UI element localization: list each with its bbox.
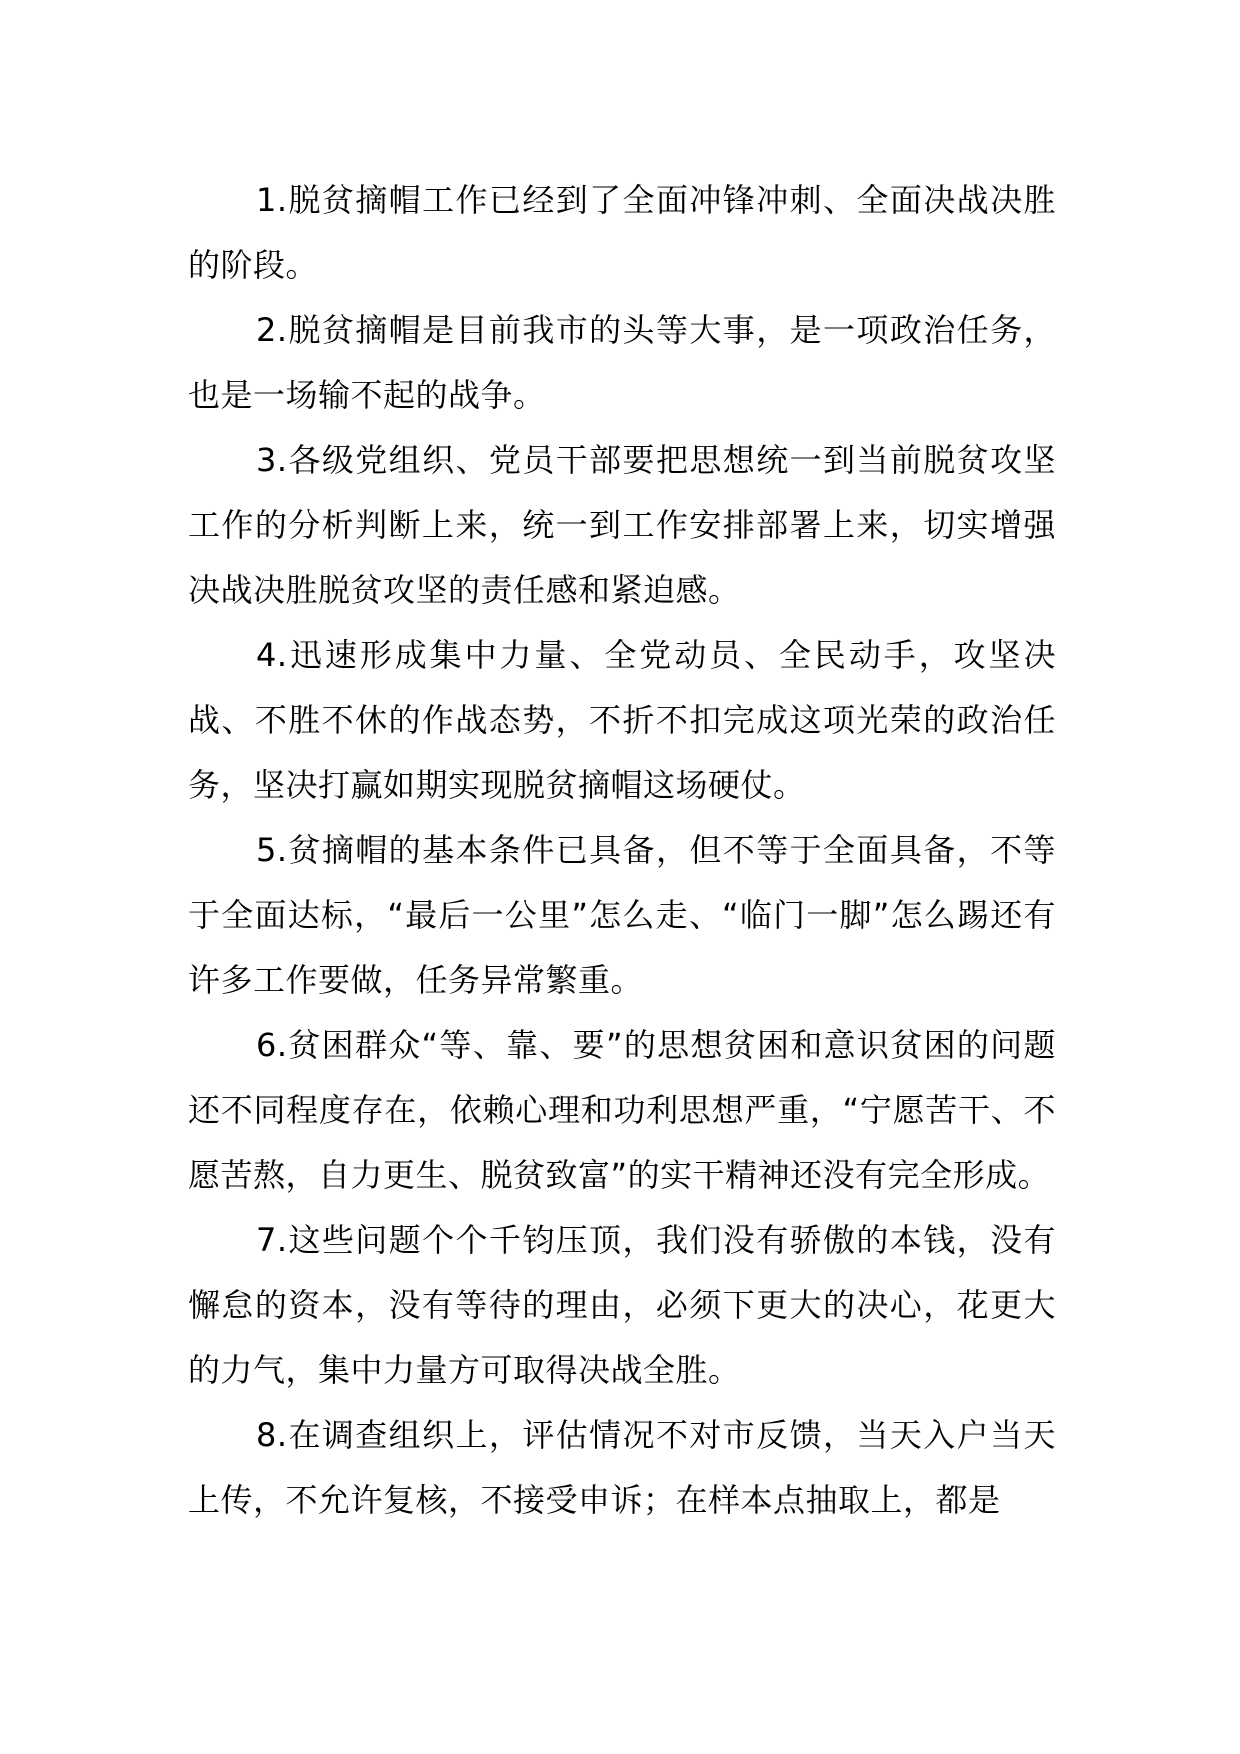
- paragraph-4: 4.迅速形成集中力量、全党动员、全民动手，攻坚决战、不胜不休的作战态势，不折不扣完成这项光荣的政治任务，坚决打赢如期实现脱贫摘帽这场硬仗。: [188, 636, 1056, 804]
- paragraph-8: 8.在调查组织上，评估情况不对市反馈，当天入户当天上传，不允许复核，不接受申诉；在样本点抽取上，都是: [188, 1416, 1056, 1519]
- paragraph-7: 7.这些问题个个千钧压顶，我们没有骄傲的本钱，没有懈怠的资本，没有等待的理由，必须下更大的决心，花更大的力气，集中力量方可取得决战全胜。: [188, 1221, 1056, 1389]
- paragraph-6: 6.贫困群众“等、靠、要”的思想贫困和意识贫困的问题还不同程度存在，依赖心理和功利思想严重，“宁愿苦干、不愿苦熬，自力更生、脱贫致富”的实干精神还没有完全形成。: [188, 1026, 1056, 1194]
- paragraph-5: 5.贫摘帽的基本条件已具备，但不等于全面具备，不等于全面达标，“最后一公里”怎么走、“临门一脚”怎么踢还有许多工作要做，任务异常繁重。: [188, 831, 1056, 999]
- document-body: [188, 168, 1056, 1533]
- paragraph-3: 3.各级党组织、党员干部要把思想统一到当前脱贫攻坚工作的分析判断上来，统一到工作安排部署上来，切实增强决战决胜脱贫攻坚的责任感和紧迫感。: [188, 441, 1056, 609]
- paragraph-2: 2.脱贫摘帽是目前我市的头等大事，是一项政治任务，也是一场输不起的战争。: [188, 311, 1056, 414]
- paragraph-1: 1.脱贫摘帽工作已经到了全面冲锋冲刺、全面决战决胜的阶段。: [188, 181, 1056, 284]
